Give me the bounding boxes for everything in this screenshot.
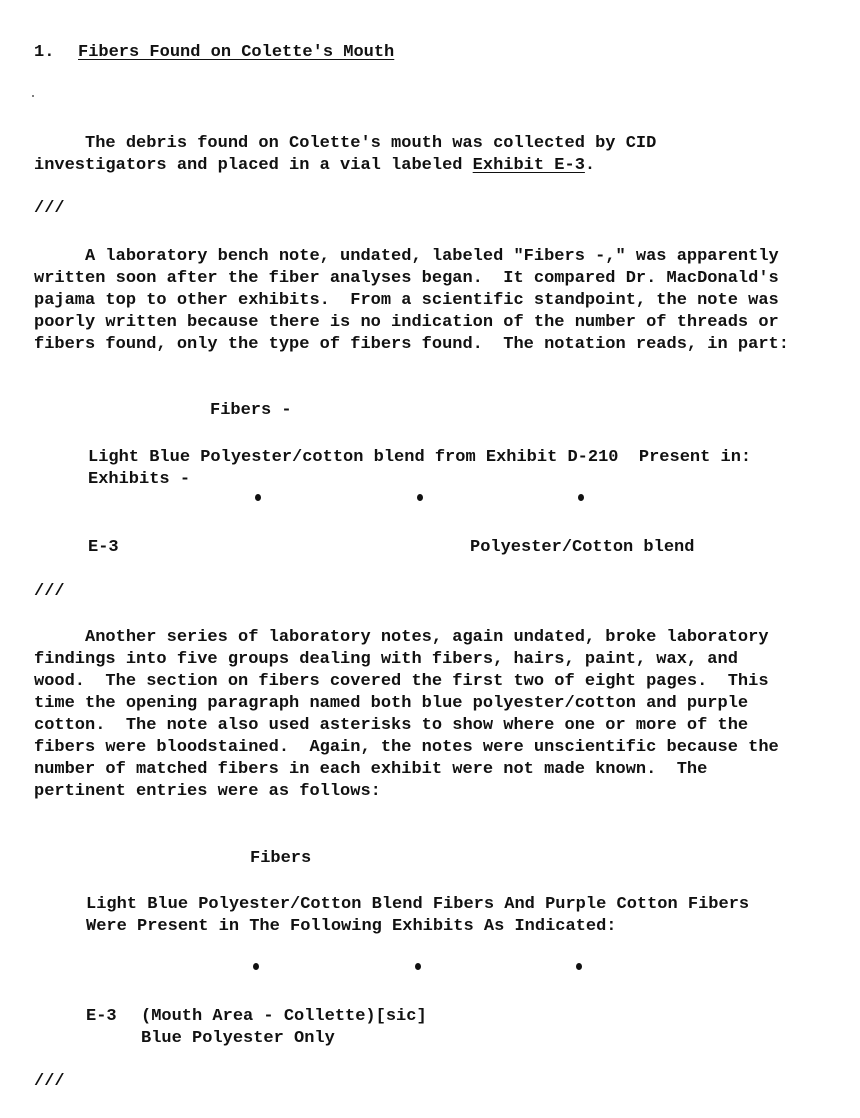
ellipsis-dot <box>253 963 259 970</box>
paragraph-text: investigators and placed in a vial labeled <box>34 156 473 175</box>
paragraph-1 <box>34 133 829 177</box>
scan-speck <box>32 95 34 97</box>
section-number: 1. <box>34 43 55 62</box>
paragraph-line: Another series of laboratory notes, again undated, broke laboratory <box>34 628 769 647</box>
quote-line: Light Blue Polyester/cotton blend from Exhibit D-210 Present in: <box>88 448 752 467</box>
exhibit-material: Polyester/Cotton blend <box>470 538 695 557</box>
ellipsis-dot <box>417 494 423 501</box>
quote-line: Light Blue Polyester/Cotton Blend Fibers And Purple Cotton Fibers <box>86 895 750 914</box>
paragraph-line: pajama top to other exhibits. From a scientific standpoint, the note was <box>34 291 779 310</box>
paragraph-line: findings into five groups dealing with fibers, hairs, paint, wax, and <box>34 650 738 669</box>
exhibit-label: E-3 <box>86 1007 117 1026</box>
paragraph-line: fibers were bloodstained. Again, the notes were unscientific because the <box>34 738 779 757</box>
paragraph-line: time the opening paragraph named both blue polyester/cotton and purple <box>34 694 749 713</box>
separator: /// <box>34 582 65 601</box>
paragraph-line: written soon after the fiber analyses began. It compared Dr. MacDonald's <box>34 269 779 288</box>
paragraph-3 <box>34 627 829 803</box>
paragraph-line: cotton. The note also used asterisks to show where one or more of the <box>34 716 749 735</box>
quote-title: Fibers - <box>210 401 292 420</box>
section-title: Fibers Found on Colette's Mouth <box>78 43 395 62</box>
exhibit-reference: Exhibit E-3 <box>472 156 585 175</box>
paragraph-line: wood. The section on fibers covered the first two of eight pages. This <box>34 672 769 691</box>
ellipsis-dot <box>578 494 584 501</box>
paragraph-2 <box>34 246 829 356</box>
quote-title: Fibers <box>250 849 312 868</box>
paragraph-line: pertinent entries were as follows: <box>34 782 381 801</box>
paragraph-line <box>34 155 829 177</box>
ellipsis-dot <box>576 963 582 970</box>
quote-line: Exhibits - <box>88 470 191 489</box>
ellipsis-dot <box>255 494 261 501</box>
paragraph-line: poorly written because there is no indication of the number of threads or <box>34 313 779 332</box>
exhibit-location: (Mouth Area - Collette)[sic] <box>141 1007 427 1026</box>
paragraph-line: The debris found on Colette's mouth was collected by CID <box>34 134 657 153</box>
paragraph-line: number of matched fibers in each exhibit were not made known. The <box>34 760 708 779</box>
quote-line: Were Present in The Following Exhibits As Indicated: <box>86 917 617 936</box>
separator: /// <box>34 1072 65 1091</box>
ellipsis-dot <box>415 963 421 970</box>
separator: /// <box>34 199 65 218</box>
exhibit-material: Blue Polyester Only <box>141 1029 335 1048</box>
paragraph-line: fibers found, only the type of fibers found. The notation reads, in part: <box>34 335 789 354</box>
paragraph-line: A laboratory bench note, undated, labeled "Fibers -," was apparently <box>34 247 779 266</box>
exhibit-label: E-3 <box>88 538 119 557</box>
paragraph-text: . <box>584 156 596 175</box>
